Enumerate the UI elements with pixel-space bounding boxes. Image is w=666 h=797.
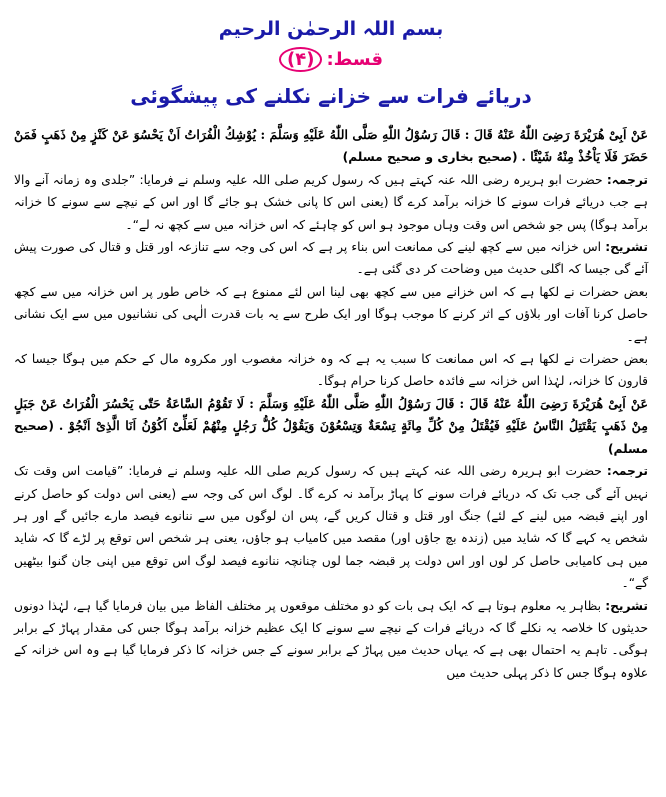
hadith-2-commentary [14,595,648,685]
hadith-1-reference: (صحیح بخاری و صحیح مسلم) [342,150,518,165]
page-title: دریائے فرات سے خزانے نکلنے کی پیشگوئی [130,84,532,108]
commentary-label: تشریح: [605,598,649,613]
translation-text: حضرت ابو ہریرہ رضی اللہ عنہ کہتے ہیں کہ رسول کریم صلی اللہ علیہ وسلم نے فرمایا: ”قیامت اس وقت تک نہیں آئے گی جب تک کہ دریائے فرات سونے کا پہاڑ برآمد نہ کرے گا۔ لوگ اس کی وجہ سے (یعنی اس دولت کو حاصل کرنے اور اپنے قبضہ میں لینے کے لئے) جنگ اور قتل و قتال کریں گے، پس ان لوگوں میں سے ننانوے فیصد مارے جائیں گے اور ہر شخص یہ کہے گا کہ شاید میں (زندہ بچ جاؤں اور) مقصد میں کامیاب ہو جاؤں، یعنی ہر شخص اس توقع پر لڑے گا کہ شاید میں ہی کامیابی حاصل کر لوں اور اس دولت پر قبضہ جما لوں چنانچہ ننانوے فیصد لوگ اس توقع میں اپنی جان گنوا بیٹھیں گے“۔ [14,464,648,591]
hadith-1-translation [14,169,648,236]
commentary-text: بظاہر یہ معلوم ہوتا ہے کہ ایک ہی بات کو دو مختلف موقعوں پر مختلف الفاظ میں بیان فرمایا گیا ہے، لہٰذا دونوں حدیثوں کا خلاصہ یہ نکلے گا کہ دریائے فرات کے نیچے سے سونے کا ایک عظیم خزانہ برآمد ہوگا جس کی مقدار پہاڑ کے برابر ہوگی۔ تاہم یہ احتمال بھی ہے کہ یہاں حدیث میں پہاڑ کے برابر سونے کے جس خزانہ کا ذکر فرمایا گیا ہے وہ اس خزانہ کے علاوہ ہوگا جس کا ذکر پہلی حدیث میں [14,598,648,680]
hadith-1-arabic: عَنْ اَبِیْ هُرَیْرَةَ رَضِیَ اللّٰهُ عَنْهُ قَالَ : قَالَ رَسُوْلُ اللّٰهِ صَلَّى اللّٰهُ عَلَیْهِ وَسَلَّمَ : یُوْشِكُ الْفُرَاتُ اَنْ یَحْسُوَ عَنْ كَنْزٍ مِنْ ذَهَبٍ فَمَنْ حَضَرَ فَلَا یَاْخُذْ مِنْهُ شَیْئًا . [14,127,648,165]
episode-heading [14,44,648,76]
hadith-2-reference: (صحیح مسلم) [14,419,648,456]
hadith-1-commentary-2: بعض حضرات نے لکھا ہے کہ اس خزانے میں سے کچھ بھی لینا اس لئے ممنوع ہے کہ خاص طور پر اس خزانہ میں سے کچھ حاصل کرنا آفات اور بلاؤں کے اثر کرنے کا موجب ہوگا اور ایک طرح سے یہ بات قدرت الٰہی کی نشانیوں میں سے ایک نشانی ہے۔ [14,284,648,344]
episode-label: قسط: [326,49,384,70]
translation-label: ترجمہ: [606,464,649,479]
bismillah-heading: بسم اللہ الرحمٰن الرحیم [218,18,444,40]
translation-text: حضرت ابو ہریرہ رضی اللہ عنہ کہتے ہیں کہ رسول کریم صلی اللہ علیہ وسلم نے فرمایا: ”جلدی وہ زمانہ آنے والا ہے جب دریائے فرات سونے کا خزانہ برآمد کرے گا (یعنی اس کا پانی خشک ہو جائے گا اور اس کے نیچے سے سونے کا خزانہ برآمد ہوگا) پس جو شخص اس وقت وہاں موجود ہو اس کو چاہئے کہ اس خزانہ میں سے کچھ نہ لے“۔ [14,172,648,232]
hadith-1-block [14,124,648,169]
hadith-2-block [14,393,648,460]
header [14,14,648,116]
commentary-label: تشریح: [605,240,648,255]
hadith-1-commentary-1 [14,236,648,281]
hadith-1-commentary-3: بعض حضرات نے لکھا ہے کہ اس ممانعت کا سبب یہ ہے کہ وہ خزانہ مغصوب اور مکروہ مال کے حکم میں ہوگا جیسا کہ قارون کا خزانہ، لہٰذا اس خزانہ سے فائدہ حاصل کرنا حرام ہوگا۔ [14,352,648,389]
hadith-2-arabic: عَنْ اَبِیْ هُرَیْرَةَ رَضِیَ اللّٰهُ عَنْهُ قَالَ : قَالَ رَسُوْلُ اللّٰهِ صَلَّى اللّٰهُ عَلَیْهِ وَسَلَّمَ : لَا تَقُوْمُ السَّاعَةُ حَتّٰى یَحْسُرَ الْفُرَاتُ عَنْ جَبَلٍ مِنْ ذَهَبٍ یَقْتَتِلُ النَّاسُ عَلَیْهِ فَیُقْتَلُ مِنْ كُلِّ مِائَةٍ تِسْعَةٌ وَتِسْعُوْنَ وَیَقُوْلُ كُلُّ رَجُلٍ مِنْهُمْ لَعَلِّیْ اَكُوْنُ اَنَا الَّذِیْ اَنْجُوْ . [14,395,649,434]
translation-label: ترجمہ: [606,172,649,187]
commentary-text: اس خزانہ میں سے کچھ لینے کی ممانعت اس بناء پر ہے کہ اس کی وجہ سے تنازعہ اور قتل و قتال کی صورت پیش آئے گی جیسا کہ اگلی حدیث میں وضاحت کر دی گئی ہے۔ [14,240,648,277]
hadith-2-translation [14,460,648,594]
episode-number: (۴) [279,47,322,72]
article-body [14,124,648,684]
